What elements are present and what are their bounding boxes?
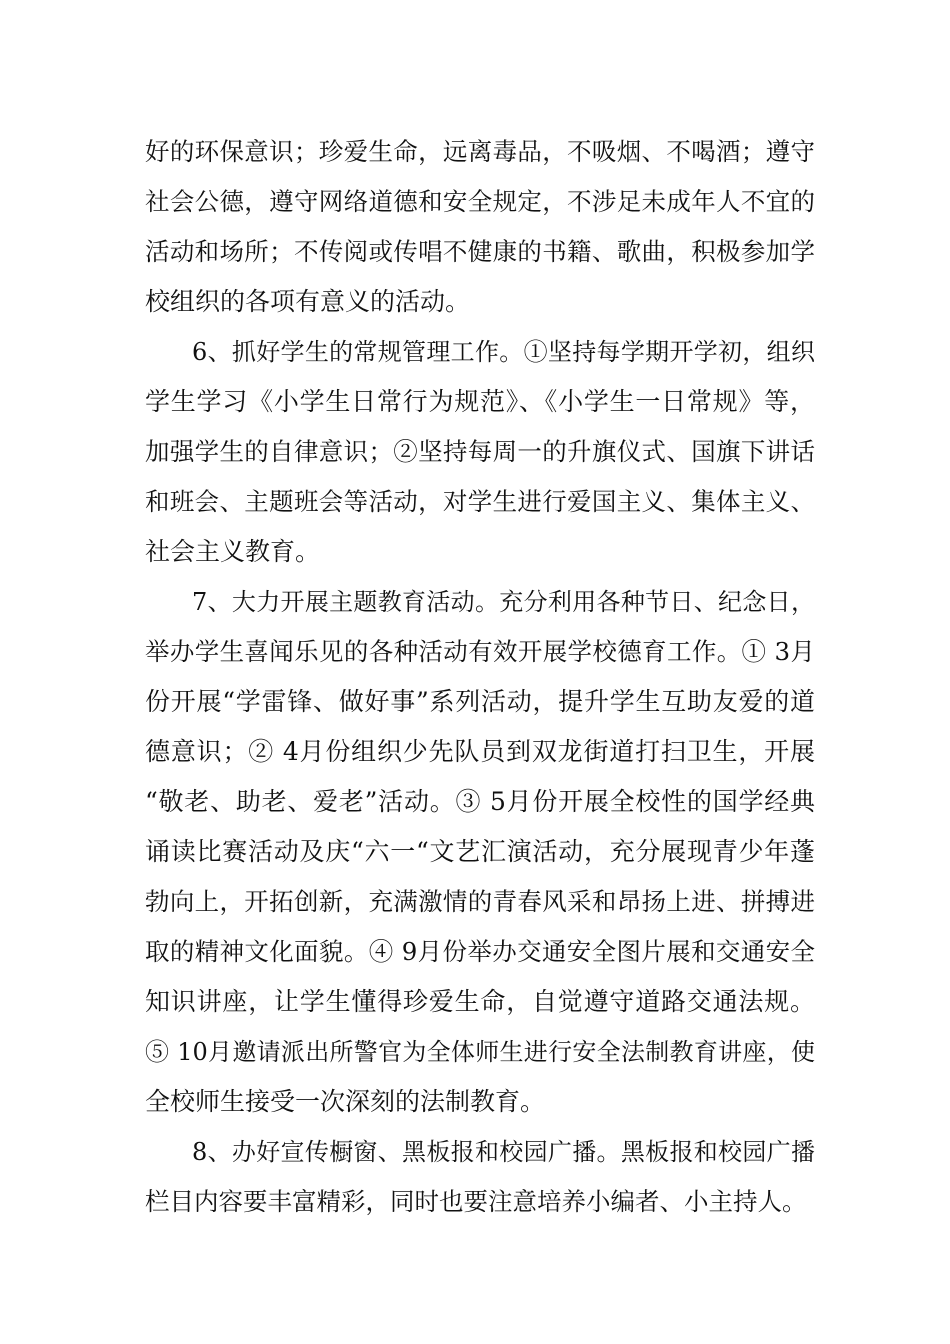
text-line: 德意识；② 4月份组织少先队员到双龙街道打扫卫生，开展	[145, 737, 815, 766]
text-line: 诵读比赛活动及庆“六一“文艺汇演活动，充分展现青少年蓬	[145, 837, 815, 866]
text-line: 社会主义教育。	[145, 537, 321, 566]
text-line: 份开展“学雷锋、做好事”系列活动，提升学生互助友爱的道	[145, 687, 815, 716]
text-line: 好的环保意识；珍爱生命，远离毒品，不吸烟、不喝酒；遵守	[145, 137, 815, 166]
text-line: “敬老、助老、爱老”活动。③ 5月份开展全校性的国学经典	[145, 787, 815, 816]
text-line: 勃向上，开拓创新，充满激情的青春风采和昂扬上进、拼搏进	[145, 887, 815, 916]
text-line: 活动和场所；不传阅或传唱不健康的书籍、歌曲，积极参加学	[145, 237, 815, 266]
text-line: 加强学生的自律意识；②坚持每周一的升旗仪式、国旗下讲话	[145, 437, 815, 466]
paragraph-7-start: 7、大力开展主题教育活动。充分利用各种节日、纪念日，	[192, 588, 815, 616]
text-line: ⑤ 10月邀请派出所警官为全体师生进行安全法制教育讲座，使	[145, 1038, 815, 1066]
text-line: 举办学生喜闻乐见的各种活动有效开展学校德育工作。① 3月	[145, 637, 815, 666]
text-line: 栏目内容要丰富精彩，同时也要注意培养小编者、小主持人。	[145, 1187, 807, 1216]
text-line: 和班会、主题班会等活动，对学生进行爱国主义、集体主义、	[145, 487, 815, 516]
text-line: 取的精神文化面貌。④ 9月份举办交通安全图片展和交通安全	[145, 937, 815, 966]
text-line: 知识讲座，让学生懂得珍爱生命，自觉遵守道路交通法规。	[145, 987, 815, 1016]
text-line: 校组织的各项有意义的活动。	[145, 287, 471, 316]
text-line: 全校师生接受一次深刻的法制教育。	[145, 1087, 546, 1116]
text-line: 社会公德，遵守网络道德和安全规定，不涉足未成年人不宜的	[145, 187, 815, 216]
paragraph-8-start: 8、办好宣传橱窗、黑板报和校园广播。黑板报和校园广播	[192, 1138, 815, 1166]
text-line: 学生学习《小学生日常行为规范》、《小学生一日常规》等，	[145, 387, 815, 416]
paragraph-6-start: 6、抓好学生的常规管理工作。①坚持每学期开学初，组织	[192, 338, 815, 366]
